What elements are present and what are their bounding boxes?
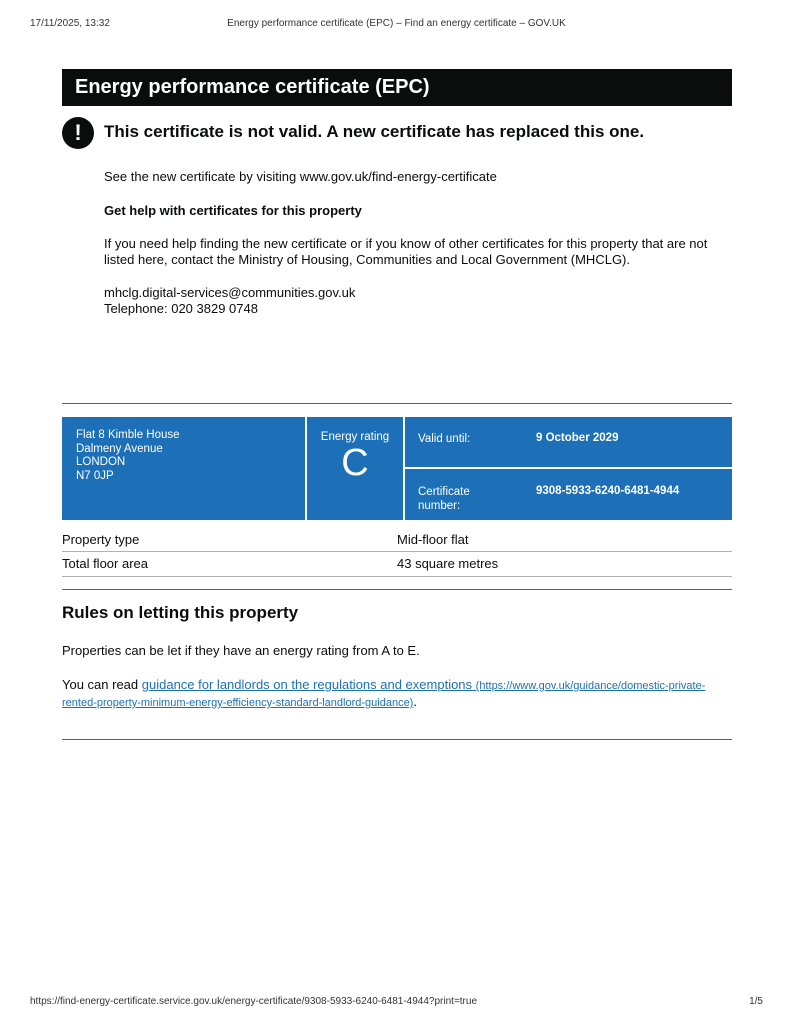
certificate-summary: [62, 417, 732, 520]
guidance-prefix: You can read: [62, 677, 142, 692]
warning-title: This certificate is not valid. A new certificate has replaced this one.: [104, 122, 645, 141]
guidance-suffix: .: [413, 694, 417, 709]
certificate-number-box: [405, 469, 732, 520]
guidance-link-text: guidance for landlords on the regulations and exemptions: [141, 677, 473, 692]
valid-until-label: Valid until:: [418, 433, 471, 445]
print-page-title: Energy performance certificate (EPC) – Find an energy certificate – GOV.UK: [227, 18, 566, 29]
property-type-row: [62, 527, 732, 551]
page-number: 1/5: [749, 996, 763, 1007]
energy-rating-box: [307, 417, 403, 520]
address-line: Flat 8 Kimble House: [76, 429, 180, 441]
row-divider: [62, 576, 732, 577]
property-type-value: Mid-floor flat: [397, 532, 469, 547]
help-heading: Get help with certificates for this property: [104, 203, 362, 218]
valid-until-value: 9 October 2029: [536, 432, 619, 444]
rules-text: Properties can be let if they have an energy rating from A to E.: [62, 643, 420, 658]
energy-rating-label: Energy rating: [320, 431, 390, 443]
section-divider: [62, 739, 732, 740]
floor-area-row: [62, 551, 732, 575]
guidance-link-url: (https://www.gov.uk/guidance/domestic-private-rented-property-minimum-energy-efficiency-standard-landlord-guidance): [62, 680, 706, 709]
energy-rating-letter: C: [341, 442, 369, 484]
floor-area-label: Total floor area: [62, 556, 148, 571]
certificate-number-value: 9308-5933-6240-6481-4944: [536, 485, 680, 497]
print-url: https://find-energy-certificate.service.gov.uk/energy-certificate/9308-5933-6240-6481-4944?print=true: [30, 996, 478, 1007]
address-line: LONDON: [76, 456, 126, 468]
section-divider: [62, 403, 732, 404]
floor-area-value: 43 square metres: [397, 556, 499, 571]
print-datetime: 17/11/2025, 13:32: [30, 18, 110, 29]
address-postcode: N7 0JP: [76, 469, 114, 482]
contact-telephone: Telephone: 020 3829 0748: [104, 301, 258, 316]
property-type-label: Property type: [62, 532, 140, 547]
help-text: If you need help finding the new certificate or if you know of other certificates for this property that are not listed here, contact the Ministry of Housing, Communities and Local Government (MHCLG).: [104, 236, 708, 267]
certificate-number-label: Certificate number:: [418, 486, 470, 512]
warning-exclamation-icon: !: [62, 117, 94, 149]
guidance-link[interactable]: [62, 677, 705, 709]
guidance-paragraph: [62, 677, 732, 711]
section-divider: [62, 589, 732, 590]
contact-email[interactable]: mhclg.digital-services@communities.gov.uk: [104, 285, 356, 300]
rules-heading: Rules on letting this property: [62, 603, 299, 622]
new-certificate-text: See the new certificate by visiting www.gov.uk/find-energy-certificate: [104, 169, 497, 184]
property-address: [62, 417, 305, 520]
page-title-banner: Energy performance certificate (EPC): [62, 69, 732, 106]
valid-until-box: [405, 417, 732, 467]
warning-body: [104, 169, 729, 317]
address-line: Dalmeny Avenue: [76, 442, 163, 455]
